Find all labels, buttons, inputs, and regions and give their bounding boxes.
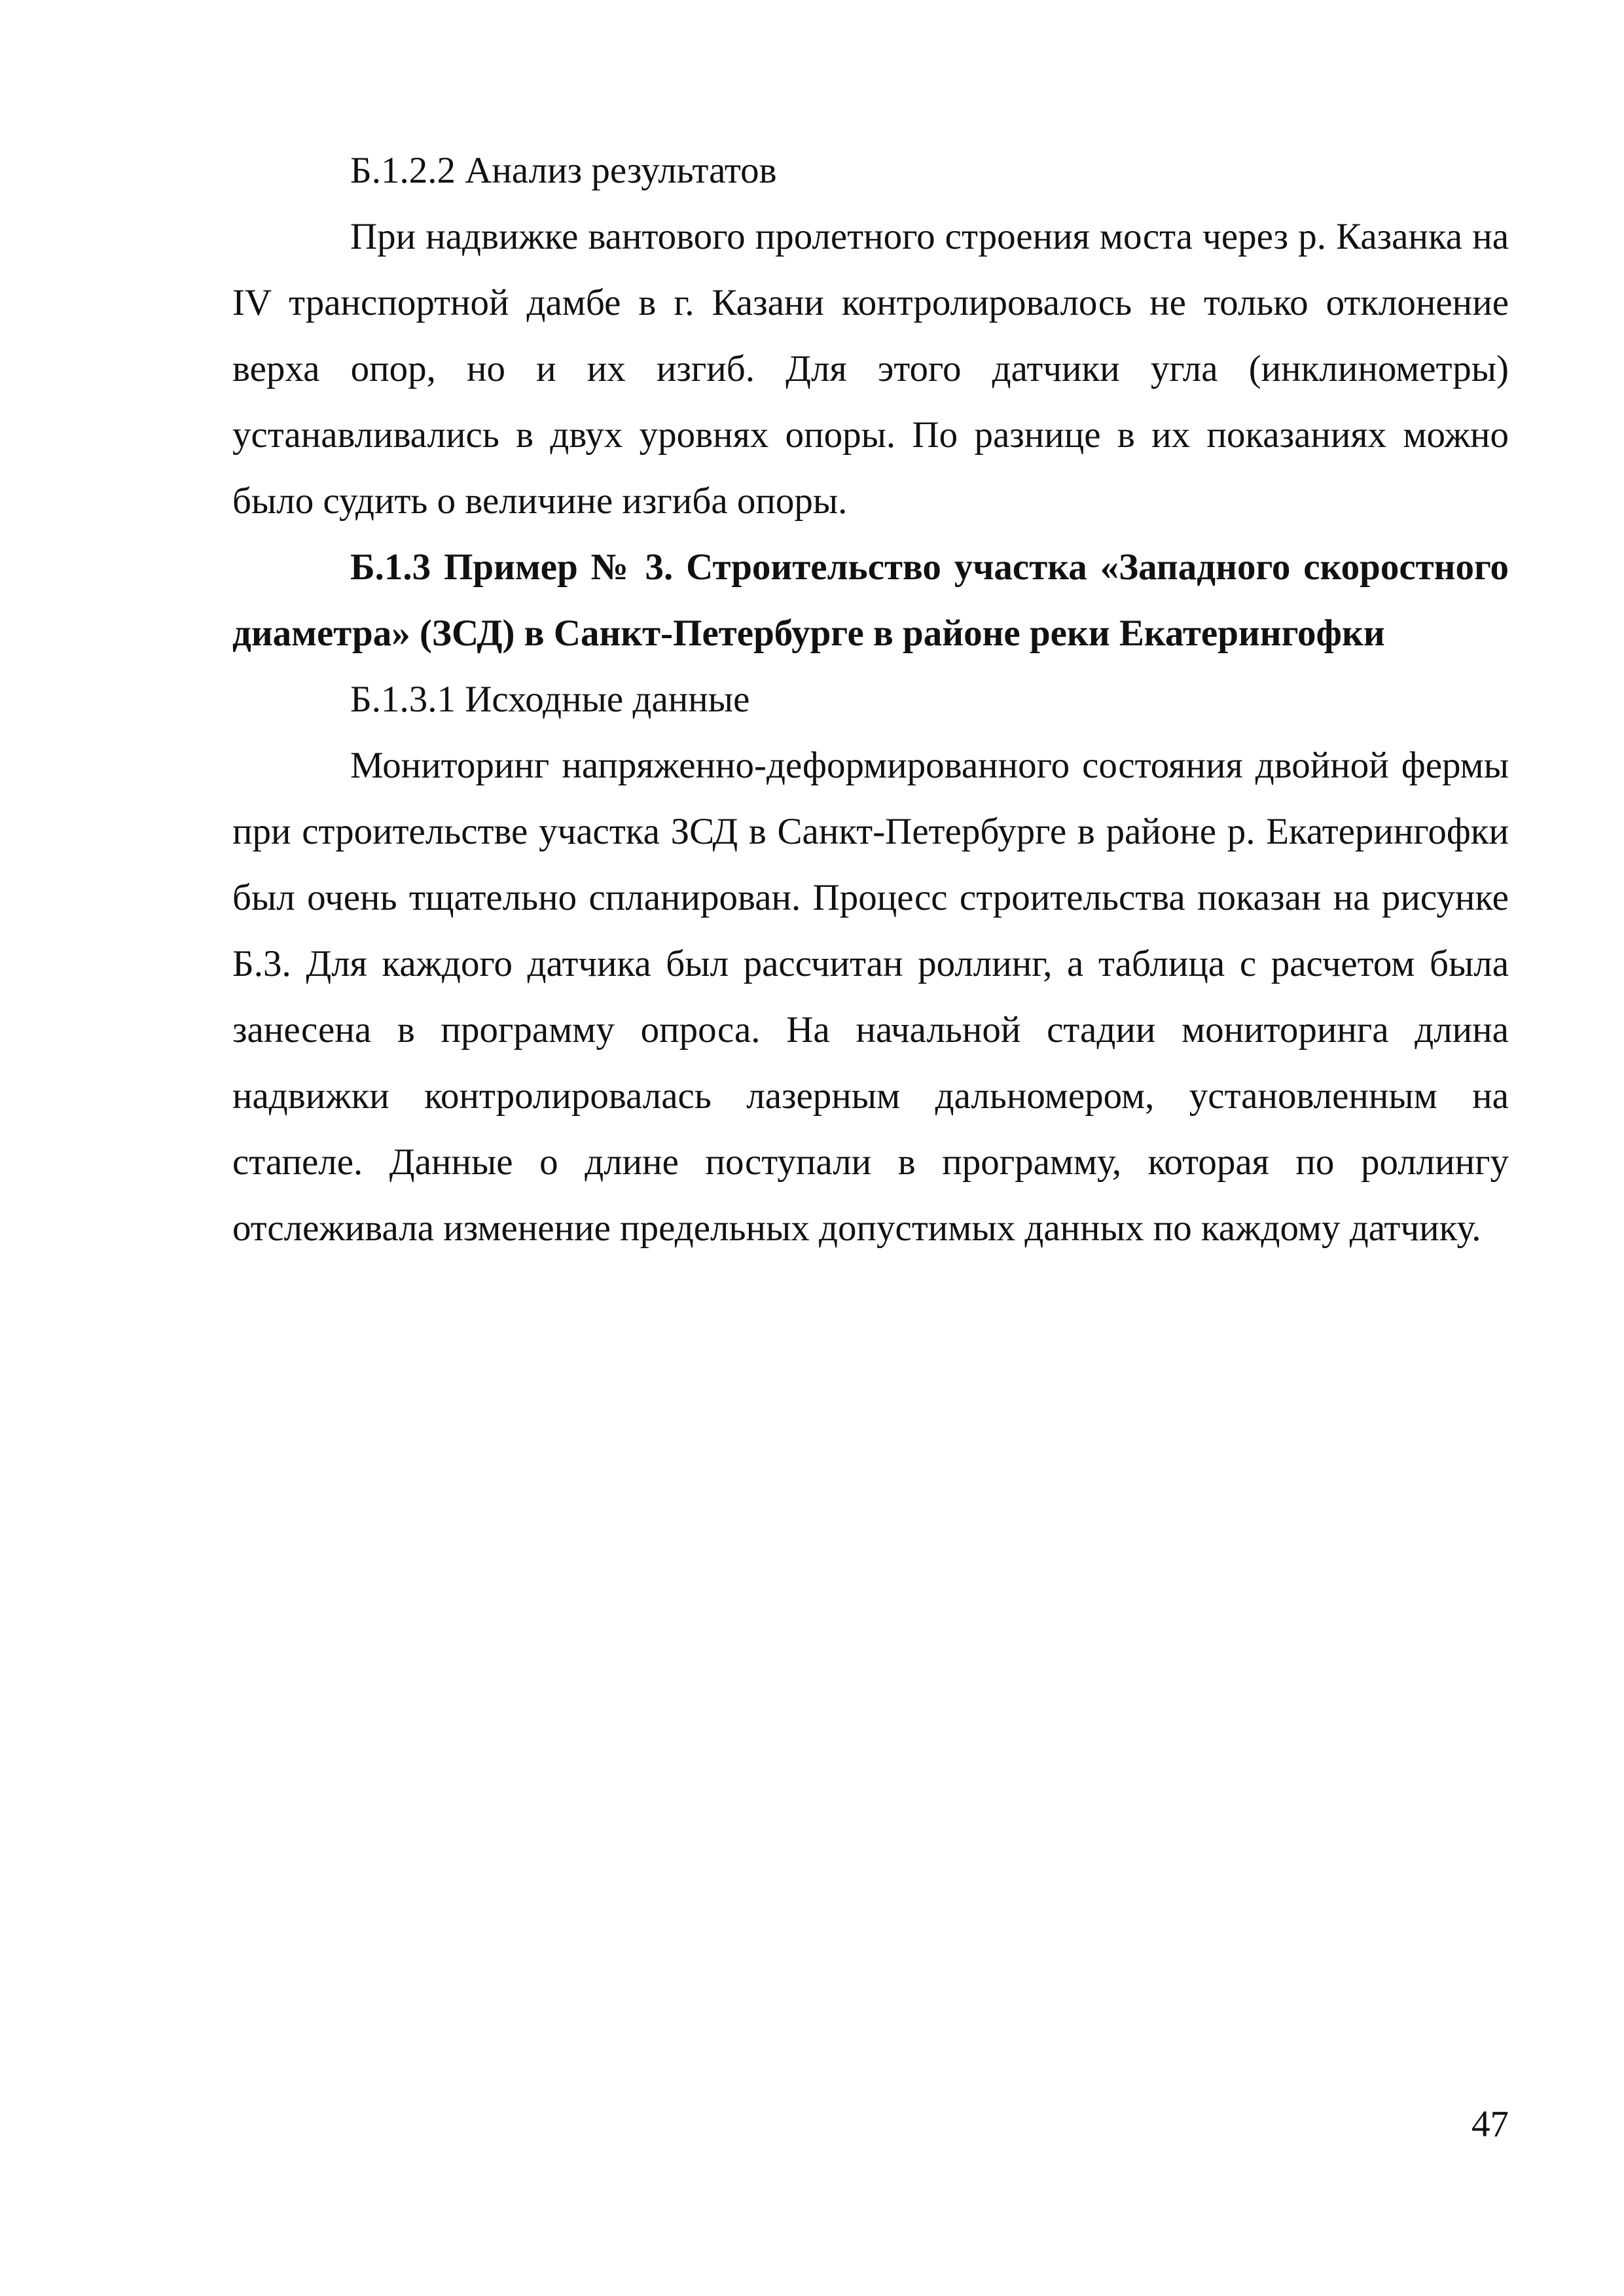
section-heading-analysis: Б.1.2.2 Анализ результатов: [350, 150, 777, 191]
paragraph-kazanka-bridge: При надвижке вантового пролетного строения моста через р. Казанка на IV транспортной дамбе в г. Казани контролировалось не только отклонение верха опор, но и их изгиб. Для этого датчики угла (инклинометры) устанавливались в двух уровнях опоры. По разнице в их показаниях можно было судить о величине изгиба опоры.: [232, 216, 1509, 522]
section-heading-example-3: Б.1.3 Пример № 3. Строительство участка «Западного скоростного диаметра» (ЗСД) в Санкт-Петербурге в районе реки Екатерингофки: [232, 547, 1509, 654]
document-page: [232, 137, 1509, 1261]
paragraph-monitoring: Мониторинг напряженно-деформированного состояния двойной фермы при строительстве участка ЗСД в Санкт-Петербурге в районе р. Екатерингофки был очень тщательно спланирован. Процесс строительства показан на рисунке Б.3. Для каждого датчика был рассчитан роллинг, а таблица с расчетом была занесена в программу опроса. На начальной стадии мониторинга длина надвижки контролировалась лазерным дальномером, установленным на стапеле. Данные о длине поступали в программу, которая по роллингу отслеживала изменение предельных допустимых данных по каждому датчику.: [232, 745, 1509, 1249]
section-heading-initial-data: Б.1.3.1 Исходные данные: [350, 679, 750, 720]
page-number: 47: [1471, 2104, 1509, 2145]
